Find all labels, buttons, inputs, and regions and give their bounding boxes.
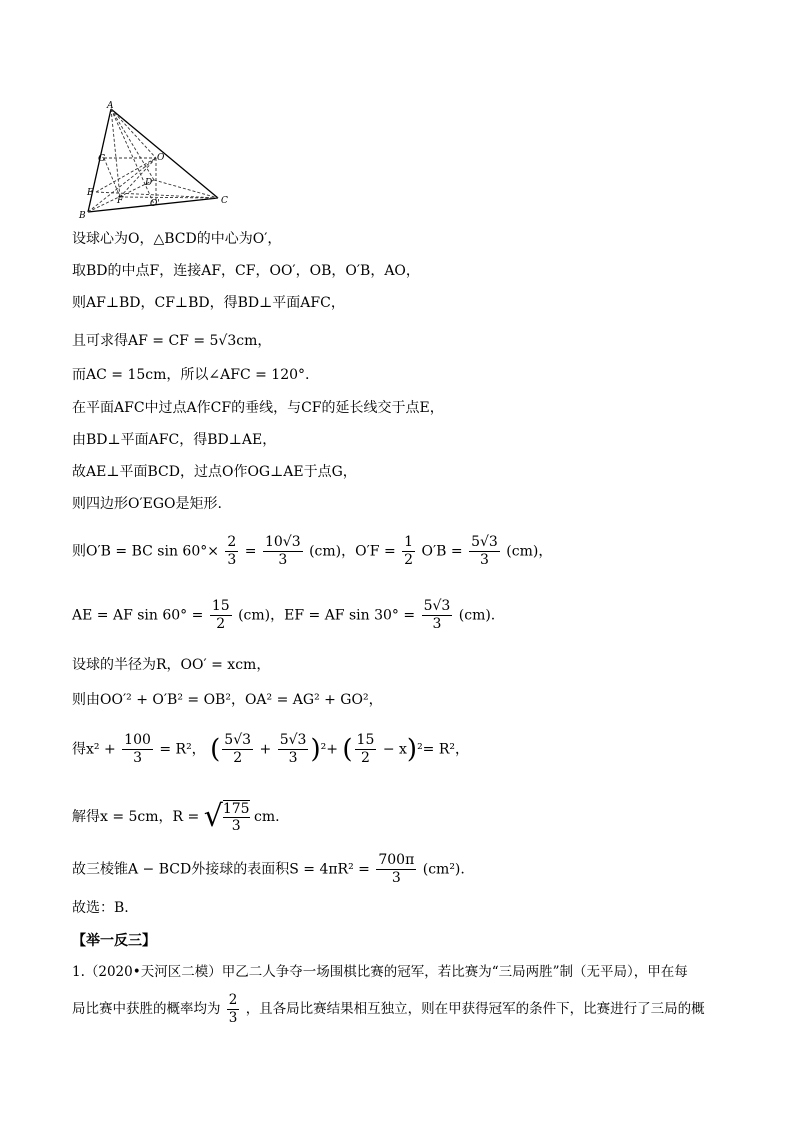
figure-label: O' (150, 199, 160, 209)
problem-line: 局比赛中获胜的概率均为 $\frac{2}{3}$ ，且各局比赛结果相互独立，则在甲获得冠军的条件下，比赛进行了三局的概 (72, 992, 705, 1026)
tetrahedron-figure (74, 100, 234, 220)
solution-line: 设球心为O，△BCD的中心为O′， (72, 231, 282, 247)
solution-line: 取BD的中点F，连接AF，CF，OO′，OB，O′B，AO， (72, 263, 420, 279)
equation-solution: 解得x = 5cm，R = √ $\frac{175}{3}$ cm. (72, 799, 280, 834)
solution-line: 由BD⊥平面AFC，得BD⊥AE， (72, 432, 277, 448)
solution-line: 设球的半径为R，OO′ = xcm， (72, 657, 271, 673)
solution-line: 则四边形O′EGO是矩形. (72, 496, 222, 512)
figure-label: E (87, 188, 94, 198)
solution-line: 故AE⊥平面BCD，过点O作OG⊥AE于点G， (72, 464, 357, 480)
figure-label: A (107, 101, 114, 111)
equation-ae: AE = AF sin 60° = $\frac{15}{2}$ (cm)，EF = AF sin 30° = $\frac{5√3}{3}$ (cm). (72, 598, 496, 632)
solution-line: 则由OO′² + O′B² = OB²，OA² = AG² + GO²， (72, 692, 383, 708)
solution-line: 则AF⊥BD，CF⊥BD，得BD⊥平面AFC， (72, 295, 345, 311)
equation-system: 得x² + $\frac{100}{3}$ = R²， ( $\frac{5√3}{2}$ + $\frac{5√3}{3}$ )²+ ( $\frac{15}{2}$ − x)²= R²， (72, 732, 470, 766)
solution-line: 在平面AFC中过点A作CF的垂线，与CF的延长线交于点E， (72, 400, 444, 416)
figure-label: G (98, 154, 106, 164)
figure-label: D (145, 178, 153, 188)
figure-label: O (157, 153, 165, 163)
problem-line: 1.（2020•天河区二模）甲乙二人争夺一场围棋比赛的冠军，若比赛为“三局两胜”制（无平局），甲在每 (72, 964, 688, 980)
solution-line: 而AC = 15cm，所以∠AFC = 120°. (72, 367, 310, 383)
figure-label: F (117, 196, 124, 206)
equation-surface-area: 故三棱锥A − BCD外接球的表面积S = 4πR² = $\frac{700\pi}{3}$ (cm²). (72, 852, 465, 886)
figure-label: B (79, 211, 86, 220)
section-heading: 【举一反三】 (72, 932, 156, 948)
answer-line: 故选：B. (72, 900, 129, 916)
figure-label: C (221, 196, 228, 206)
solution-line: 且可求得AF = CF = 5√3cm， (72, 333, 272, 349)
equation-ob: 则O′B = BC sin 60°× $\frac{2}{3}$ = $\frac{10√3}{3}$ (cm)，O′F = $\frac{1}{2}$ O′B = $\frac{5√3}{3}$ (cm)， (72, 534, 553, 568)
